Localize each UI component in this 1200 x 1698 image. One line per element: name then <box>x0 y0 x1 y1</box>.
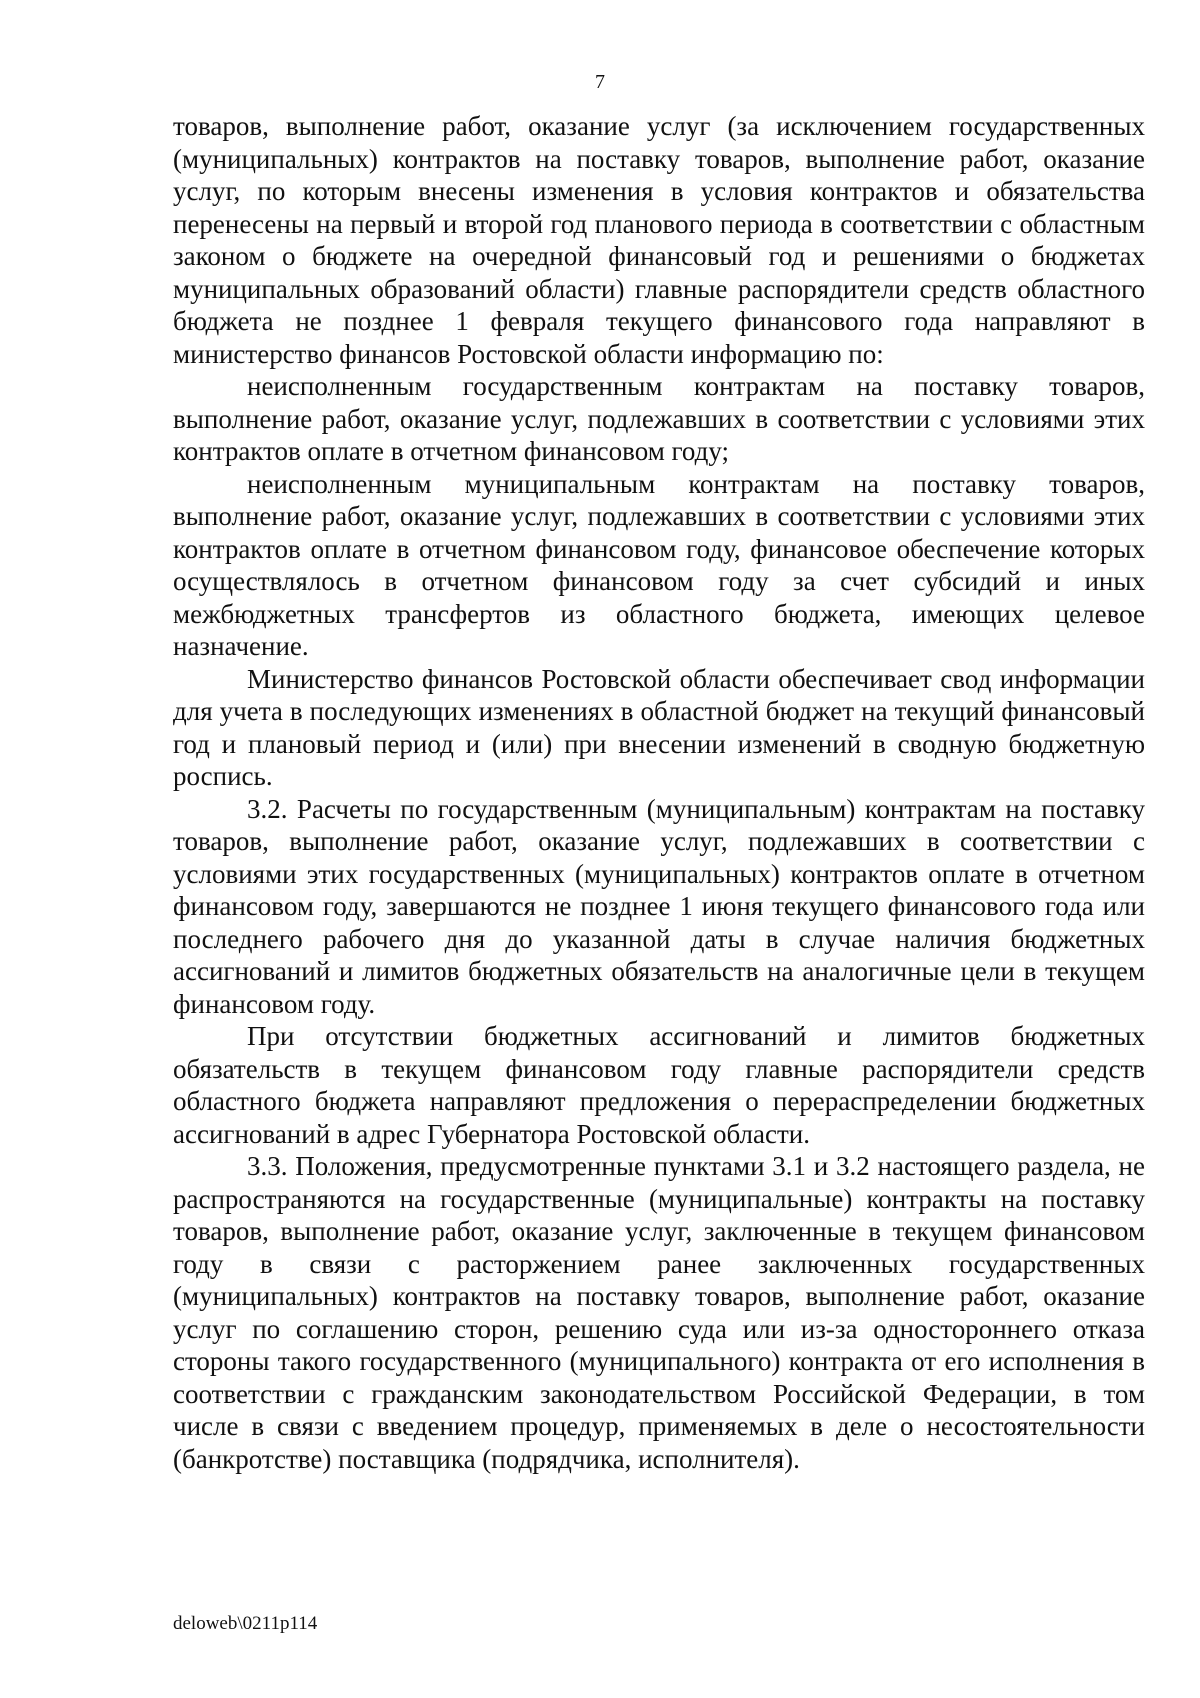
paragraph-section-3-2: 3.2. Расчеты по государственным (муниципальным) контрактам на поставку товаров, выполнение работ, оказание услуг, подлежавших в соответствии с условиями этих государственных (муниципальных) контрактов оплате в отчетном финансовом году, завершаются не позднее 1 июня текущего финансового года или последнего рабочего дня до указанной даты в случае наличия бюджетных ассигнований и лимитов бюджетных обязательств на аналогичные цели в текущем финансовом году. <box>173 793 1145 1019</box>
document-body <box>173 110 1145 1475</box>
page-number: 7 <box>595 71 605 93</box>
paragraph-continuation: товаров, выполнение работ, оказание услуг (за исключением государственных (муниципальных) контрактов на поставку товаров, выполнение работ, оказание услуг, по которым внесены изменения в условия контрактов и обязательства перенесены на первый и второй год планового периода в соответствии с областным законом о бюджете на очередной финансовый год и решениями о бюджетах муниципальных образований области) главные распорядители средств областного бюджета не позднее 1 февраля текущего финансового года направляют в министерство финансов Ростовской области информацию по: <box>173 111 1145 369</box>
document-code-footer: deloweb\0211p114 <box>173 1613 318 1634</box>
paragraph-municipal-contracts: неисполненным муниципальным контрактам на поставку товаров, выполнение работ, оказание услуг, подлежавших в соответствии с условиями этих контрактов оплате в отчетном финансовом году, финансовое обеспечение которых осуществлялось в отчетном финансовом году за счет субсидий и иных межбюджетных трансфертов из областного бюджета, имеющих целевое назначение. <box>173 468 1145 661</box>
paragraph-section-3-3: 3.3. Положения, предусмотренные пунктами 3.1 и 3.2 настоящего раздела, не распространяются на государственные (муниципальные) контракты на поставку товаров, выполнение работ, оказание услуг, заключенные в текущем финансовом году в связи с расторжением ранее заключенных государственных (муниципальных) контрактов на поставку товаров, выполнение работ, оказание услуг по соглашению сторон, решению суда или из-за одностороннего отказа стороны такого государственного (муниципального) контракта от его исполнения в соответствии с гражданским законодательством Российской Федерации, в том числе в связи с введением процедур, применяемых в деле о несостоятельности (банкротстве) поставщика (подрядчика, исполнителя). <box>173 1151 1145 1474</box>
paragraph-no-allocations: При отсутствии бюджетных ассигнований и лимитов бюджетных обязательств в текущем финансовом году главные распорядители средств областного бюджета направляют предложения о перераспределении бюджетных ассигнований в адрес Губернатора Ростовской области. <box>173 1021 1145 1149</box>
paragraph-ministry-summary: Министерство финансов Ростовской области обеспечивает свод информации для учета в последующих изменениях в областной бюджет на текущий финансовый год и плановый период и (или) при внесении изменений в сводную бюджетную роспись. <box>173 663 1145 791</box>
paragraph-state-contracts: неисполненным государственным контрактам на поставку товаров, выполнение работ, оказание услуг, подлежавших в соответствии с условиями этих контрактов оплате в отчетном финансовом году; <box>173 371 1145 466</box>
